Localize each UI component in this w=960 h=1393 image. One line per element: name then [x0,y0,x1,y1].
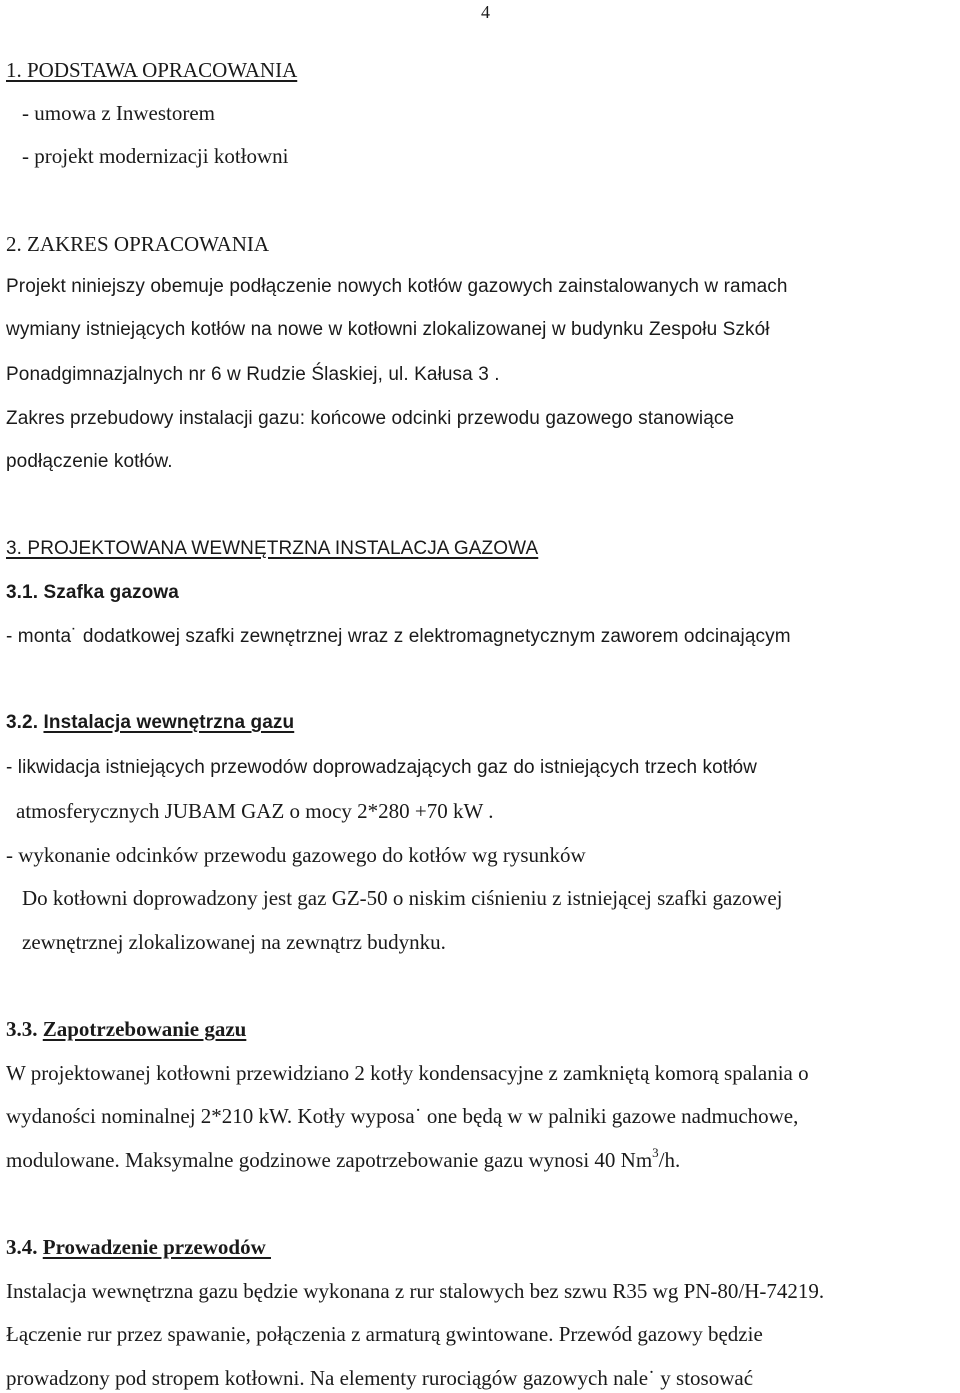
subsection-3-3-number: 3.3. [6,1017,38,1041]
subsection-3-4-title [6,1233,271,1261]
section-1-item: - umowa z Inwestorem [22,101,216,125]
subsection-3-3-line: W projektowanej kotłowni przewidziano 2 kotły kondensacyjne z zamkniętą komorą spalania o [6,1061,809,1085]
section-3-title: 3. PROJEKTOWANA WEWNĘTRZNA INSTALACJA GAZOWA [6,538,539,559]
subsection-3-4-line: Łączenie rur przez spawanie, połączenia z armaturą gwintowane. Przewód gazowy będzie [6,1322,763,1346]
section-2-title: 2. ZAKRES OPRACOWANIA [6,232,270,256]
subsection-3-2-text: Instalacja wewnętrzna gazu [43,712,295,733]
subsection-3-2-number: 3.2. [6,712,39,733]
subsection-3-1-line: - monta˙ dodatkowej szafki zewnętrznej wraz z elektromagnetycznym zaworem odcinającym [6,626,791,647]
subsection-3-2-line: atmosferycznych JUBAM GAZ o mocy 2*280 +70 kW . [16,799,494,823]
subsection-3-3-line: wydaności nominalnej 2*210 kW. Kotły wyposa˙ one będą w w palniki gazowe nadmuchowe, [6,1104,799,1128]
subsection-3-3-line [6,1146,680,1174]
page-number: 4 [481,2,490,22]
subsection-3-4-number: 3.4. [6,1235,38,1259]
subsection-3-1-title: 3.1. Szafka gazowa [6,582,179,603]
section-2-line: Projekt niniejszy obemuje podłączenie nowych kotłów gazowych zainstalowanych w ramach [6,276,788,297]
subsection-3-3-title [6,1015,246,1043]
subsection-3-2-line: Do kotłowni doprowadzony jest gaz GZ-50 o niskim ciśnieniu z istniejącej szafki gazowej [22,886,783,910]
section-2-line: wymiany istniejących kotłów na nowe w kotłowni zlokalizowanej w budynku Zespołu Szkół [6,319,770,340]
unit-superscript: 3 [652,1145,659,1160]
section-1-item: - projekt modernizacji kotłowni [22,144,289,168]
subsection-3-2-line: - likwidacja istniejących przewodów doprowadzających gaz do istniejących trzech kotłów [6,757,758,778]
section-2-line: Zakres przebudowy instalacji gazu: końcowe odcinki przewodu gazowego stanowiące [6,408,735,429]
section-1-title: 1. PODSTAWA OPRACOWANIA [6,58,298,82]
subsection-3-4-text: Prowadzenie przewodów [42,1235,271,1259]
subsection-3-2-title [6,709,294,737]
section-2-line: Ponadgimnazjalnych nr 6 w Rudzie Ślaskiej, ul. Kałusa 3 . [6,364,500,385]
subsection-3-2-line: zewnętrznej zlokalizowanej na zewnątrz budynku. [22,930,446,954]
subsection-3-2-line: - wykonanie odcinków przewodu gazowego do kotłów wg rysunków [6,843,586,867]
demand-text: modulowane. Maksymalne godzinowe zapotrzebowanie gazu wynosi 40 Nm [6,1148,653,1172]
subsection-3-3-text: Zapotrzebowanie gazu [42,1017,247,1041]
unit-suffix: /h. [658,1148,681,1172]
subsection-3-4-line: prowadzony pod stropem kotłowni. Na elementy rurociągów gazowych nale˙ y stosować [6,1366,754,1390]
section-2-line: podłączenie kotłów. [6,451,173,472]
subsection-3-4-line: Instalacja wewnętrzna gazu będzie wykonana z rur stalowych bez szwu R35 wg PN-80/H-74219. [6,1279,825,1303]
